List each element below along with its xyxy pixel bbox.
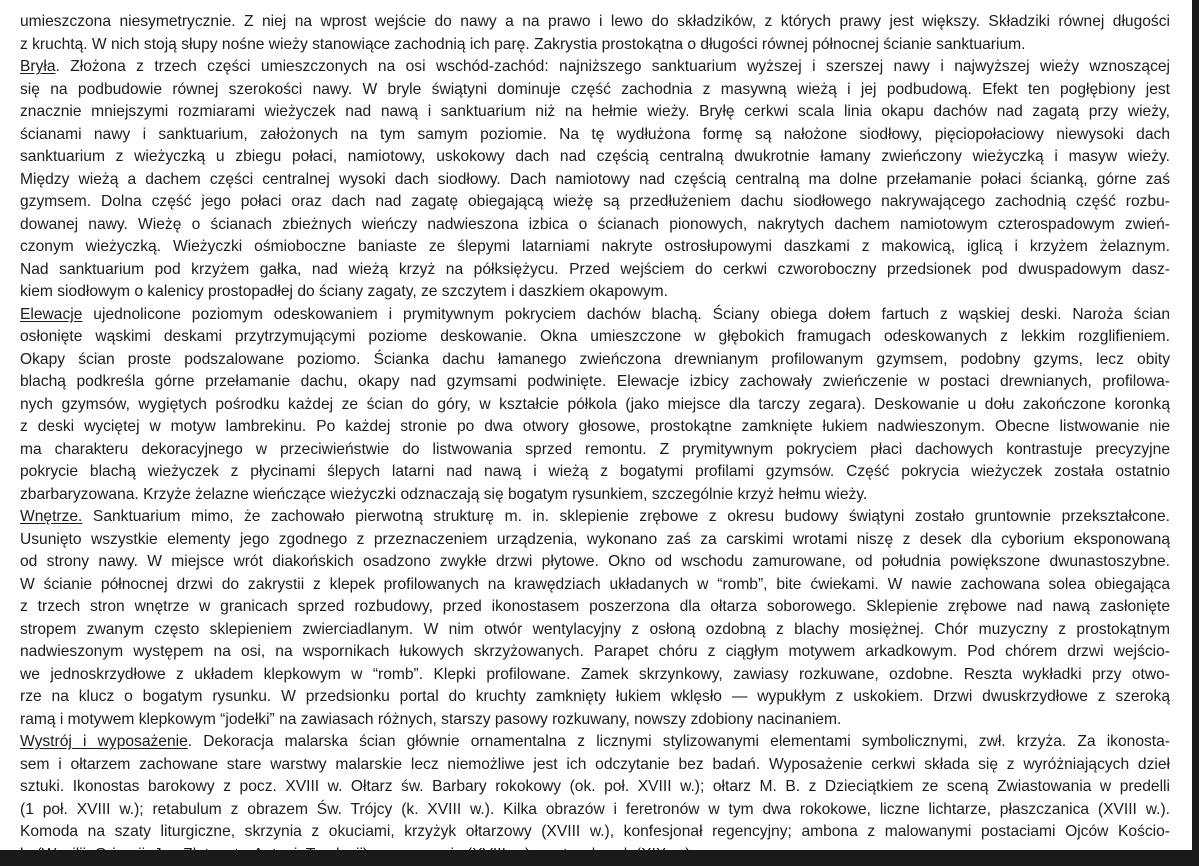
line-text: się na podbudowie równej szerokości nawy. W bryle świątyni dominuje część zachodnia z masywną wieżą i jej podbudową. Efekt ten pogłębiony jest — [20, 81, 1170, 98]
text-line — [20, 169, 1170, 192]
text-line — [20, 146, 1170, 169]
text-line — [20, 461, 1170, 484]
text-line — [20, 34, 1170, 57]
scan-edge-right — [1192, 0, 1199, 858]
line-text: ścianami nawy i sanktuarium, założonych na tym samym poziomie. Na tę wydłużona formę są nałożone siodłowy, pięciopołaciowy niewysoki dach — [20, 126, 1170, 143]
text-line — [20, 731, 1170, 754]
line-text: W ścianie północnej drzwi do zakrystii z klepek profilowanych na krawędziach układanych w “romb”, bite ćwiekami. W nawie zachowana solea obiegająca — [20, 576, 1170, 593]
line-text: ma charakteru dekoracyjnego w przeciwieństwie do listwowania sprzed remontu. Z prymitywnym pokryciem płaci dachowych kontrastuje precyzyjne — [20, 441, 1170, 458]
text-line — [20, 101, 1170, 124]
text-line — [20, 506, 1170, 529]
text-line — [20, 394, 1170, 417]
line-text: . Dekoracja malarska ścian głównie ornamentalna z licznymi stylizowanymi elementami symbolicznymi, zwł. krzyża. Za ikonosta- — [188, 733, 1170, 750]
line-text: sem i ołtarzem zachowane stare warstwy malarskie lecz niemożliwe jest ich odczytanie bez badań. Wyposażenie cerkwi składa się z wyróżniających dzieł — [20, 756, 1170, 773]
line-text: zbarbaryzowana. Krzyże żelazne wieńczące wieżyczki odznaczają się bogatym rysunkiem, szczególnie krzyż hełmu wieży. — [20, 486, 867, 503]
text-line — [20, 574, 1170, 597]
text-line — [20, 776, 1170, 799]
text-line — [20, 236, 1170, 259]
line-text: nych gzymsów, wygiętych pośrodku każdej ze ścian do góry, w kształcie półkola (jako miejsce dla tarczy zegara). Deskowanie u dołu zakończone koronką — [20, 396, 1170, 413]
text-line — [20, 214, 1170, 237]
line-text: pokrycie blachą wieżyczek z płycinami ślepych latarni nad nawą i wieżą z bogatymi profilami gzymsów. Część pokrycia wieżyczek została ostatnio — [20, 463, 1170, 480]
line-text: ramą i motywem klepkowym “jodełki” na zawiasach różnych, starszy pasowy rozkuwany, nowszy zdobiony nacinaniem. — [20, 711, 841, 728]
line-text: rze na klucz o bogatym rysunku. W przedsionku portal do kruchty zamknięty łukiem wklęsło — wypukłym z uskokiem. Drzwi dwuskrzydłowe z szeroką — [20, 688, 1170, 705]
line-text: z deski wyciętej w motyw lambrekinu. Po każdej stronie po dwa otwory głosowe, prostokątne zamknięte łukiem nadwieszonym. Obecne listwowanie nie — [20, 418, 1170, 435]
line-text: z trzech stron wnętrze w granicach sprzed rozbudowy, przed ikonostasem poszerzona dla ołtarza soborowego. Sklepienie zrębowe nad nawą zasłonięte — [20, 598, 1170, 615]
line-text: dowanej nawy. Wieżę o ścianach zbieżnych wieńczy nadwieszona izbica o ścianach pionowych, nakrytych dachem namiotowym czterospadowym zwień- — [20, 216, 1170, 233]
line-text: . Złożona z trzech części umieszczonych na osi wschód-zachód: najniższego sanktuarium wyższej i szerszej nawy i najwyższej wieży wznoszącej — [56, 58, 1170, 75]
line-text: nadwieszonym występem na osi, na wspornikach łukowych skrzyżowanych. Parapet chóru z ciągłym motywem arkadkowym. Pod chórem drzwi wejścio- — [20, 643, 1170, 660]
line-text: gzymsem. Dolna część jego połaci oraz dach nad zagatę obiegającą wieżę są przedłużeniem dachu siodłowego nakrywającego zachodnią część rozbu- — [20, 193, 1170, 210]
text-line — [20, 551, 1170, 574]
text-line — [20, 124, 1170, 147]
text-line — [20, 439, 1170, 462]
text-line — [20, 349, 1170, 372]
text-line — [20, 529, 1170, 552]
line-text: osłonięte wąskimi deskami przytrzymującymi poziome deskowanie. Okna umieszczone w głębokich framugach odeskowanych z lekkim rozglifieniem. — [20, 328, 1170, 345]
line-text: Nad sanktuarium pod krzyżem gałka, nad wieżą krzyż na półksiężycu. Przed wejściem do cerkwi czworoboczny przedsionek pod dwuspadowym dasz- — [20, 261, 1170, 278]
line-text: Komoda na szaty liturgiczne, skrzynia z okuciami, krzyżyk ołtarzowy (XVIII w.), konfesjonał regencyjny; ambona z malowanymi postaciami Ojców Kościo- — [20, 823, 1170, 840]
document-body — [20, 11, 1170, 866]
text-line — [20, 799, 1170, 822]
line-text: (1 poł. XVIII w.); retabulum z obrazem Św. Trójcy (k. XVIII w.). Kilka obrazów i feretronów w tym dwa rokokowe, liczne lichtarze, płaszczanica (XVIII w.). — [20, 801, 1170, 818]
line-text: Między wieżą a dachem części centralnej wysoki dach siodłowy. Dach namiotowy nad częścią centralną ma dolne przełamanie połaci ścianką, górne zaś — [20, 171, 1170, 188]
text-line — [20, 416, 1170, 439]
line-text: Sanktuarium mimo, że zachowało pierwotną strukturę m. in. sklepienie zrębowe z okresu budowy świątyni zostało gruntownie przekształcone. — [82, 508, 1170, 525]
text-line — [20, 281, 1170, 304]
text-line — [20, 259, 1170, 282]
line-text: stropem zwanym często sklepieniem zwierciadlanym. W nim otwór wentylacyjny z osłoną ozdobną z blachy mosiężnej. Chór muzyczny z prostokątnym — [20, 621, 1170, 638]
text-line — [20, 754, 1170, 777]
text-line — [20, 664, 1170, 687]
line-text: Okapy ścian proste podszalowane poziomo. Ścianka dachu łamanego zwieńczona drewnianym profilowanym gzymsem, podobny gzyms, lecz obity — [20, 351, 1170, 368]
line-text: umieszczona niesymetrycznie. Z niej na wprost wejście do nawy a na prawo i lewo do składzików, z których prawy jest większy. Składziki równej długości — [20, 13, 1170, 30]
line-text: ujednolicone poziomym odeskowaniem i prymitywnym pokryciem dachów blachą. Ściany obiega dołem fartuch z wąskiej deski. Naroża ścian — [82, 306, 1170, 323]
line-text: blachą podkreśla górne przełamanie dachu, okapy nad gzymsami podwinięte. Elewacje izbicy zachowały zwieńczenie w postaci drewnianych, profilowa- — [20, 373, 1170, 390]
section-heading: Elewacje — [20, 306, 82, 323]
line-text: Usunięto wszystkie elementy jego zgodnego z przeznaczeniem urządzenia, wykonano zaś za carskimi wrotami niszę z desek dla cyborium eksponowaną — [20, 531, 1170, 548]
line-text: czonym wieżyczką. Wieżyczki ośmioboczne baniaste ze ślepymi latarniami nakryte ostrosłupowymi daszkami z makowicą, iglicą i krzyżem żelaznym. — [20, 238, 1170, 255]
line-text: sanktuarium z wieżyczką u zbiegu połaci, namiotowy, uskokowy dach nad częścią centralną dwukrotnie łamany zwieńczony wieżyczką i masyw wieży. — [20, 148, 1170, 165]
text-line — [20, 641, 1170, 664]
text-line — [20, 304, 1170, 327]
text-line — [20, 371, 1170, 394]
text-line — [20, 326, 1170, 349]
text-line — [20, 56, 1170, 79]
section-heading: Bryła — [20, 58, 56, 75]
text-line — [20, 79, 1170, 102]
text-line — [20, 709, 1170, 732]
line-text: znacznie mniejszymi rozmiarami wieżyczek nad nawą i sanktuarium niż na hełmie wieży. Bryłę cerkwi scala linia okapu dachów nad zagatą przy wieży, — [20, 103, 1170, 120]
text-line — [20, 821, 1170, 844]
line-text: we jednoskrzydłowe z układem klepkowym w “romb”. Klepki profilowane. Zamek skrzynkowy, zawiasy rozkuwane, ozdobne. Reszta wykładki przy otwo- — [20, 666, 1170, 683]
scan-edge-bottom — [0, 850, 1199, 858]
text-line — [20, 596, 1170, 619]
text-line — [20, 619, 1170, 642]
line-text: z kruchtą. W nich stoją słupy nośne wieży stanowiące zachodnią ich parę. Zakrystia prostokątna o długości równej północnej ścianie sanktuarium. — [20, 36, 1025, 53]
text-line — [20, 191, 1170, 214]
line-text: kiem siodłowym o kalenicy prostopadłej do ściany zagaty, ze szczytem i daszkiem okapowym. — [20, 283, 668, 300]
line-text: od strony nawy. W miejsce wrót diakońskich osadzono zwykłe drzwi płytowe. Okno od wschodu zamurowane, od południa powiększone dwunastoszybne. — [20, 553, 1170, 570]
text-line — [20, 686, 1170, 709]
text-line — [20, 11, 1170, 34]
text-line — [20, 484, 1170, 507]
line-text: sztuki. Ikonostas barokowy z pocz. XVIII w. Ołtarz św. Barbary rokokowy (ok. poł. XVIII w.); ołtarz M. B. z Dzieciątkiem ze sceną Zwiastowania w predelli — [20, 778, 1170, 795]
section-heading: Wnętrze. — [20, 508, 82, 525]
section-heading: Wystrój i wyposażenie — [20, 733, 188, 750]
